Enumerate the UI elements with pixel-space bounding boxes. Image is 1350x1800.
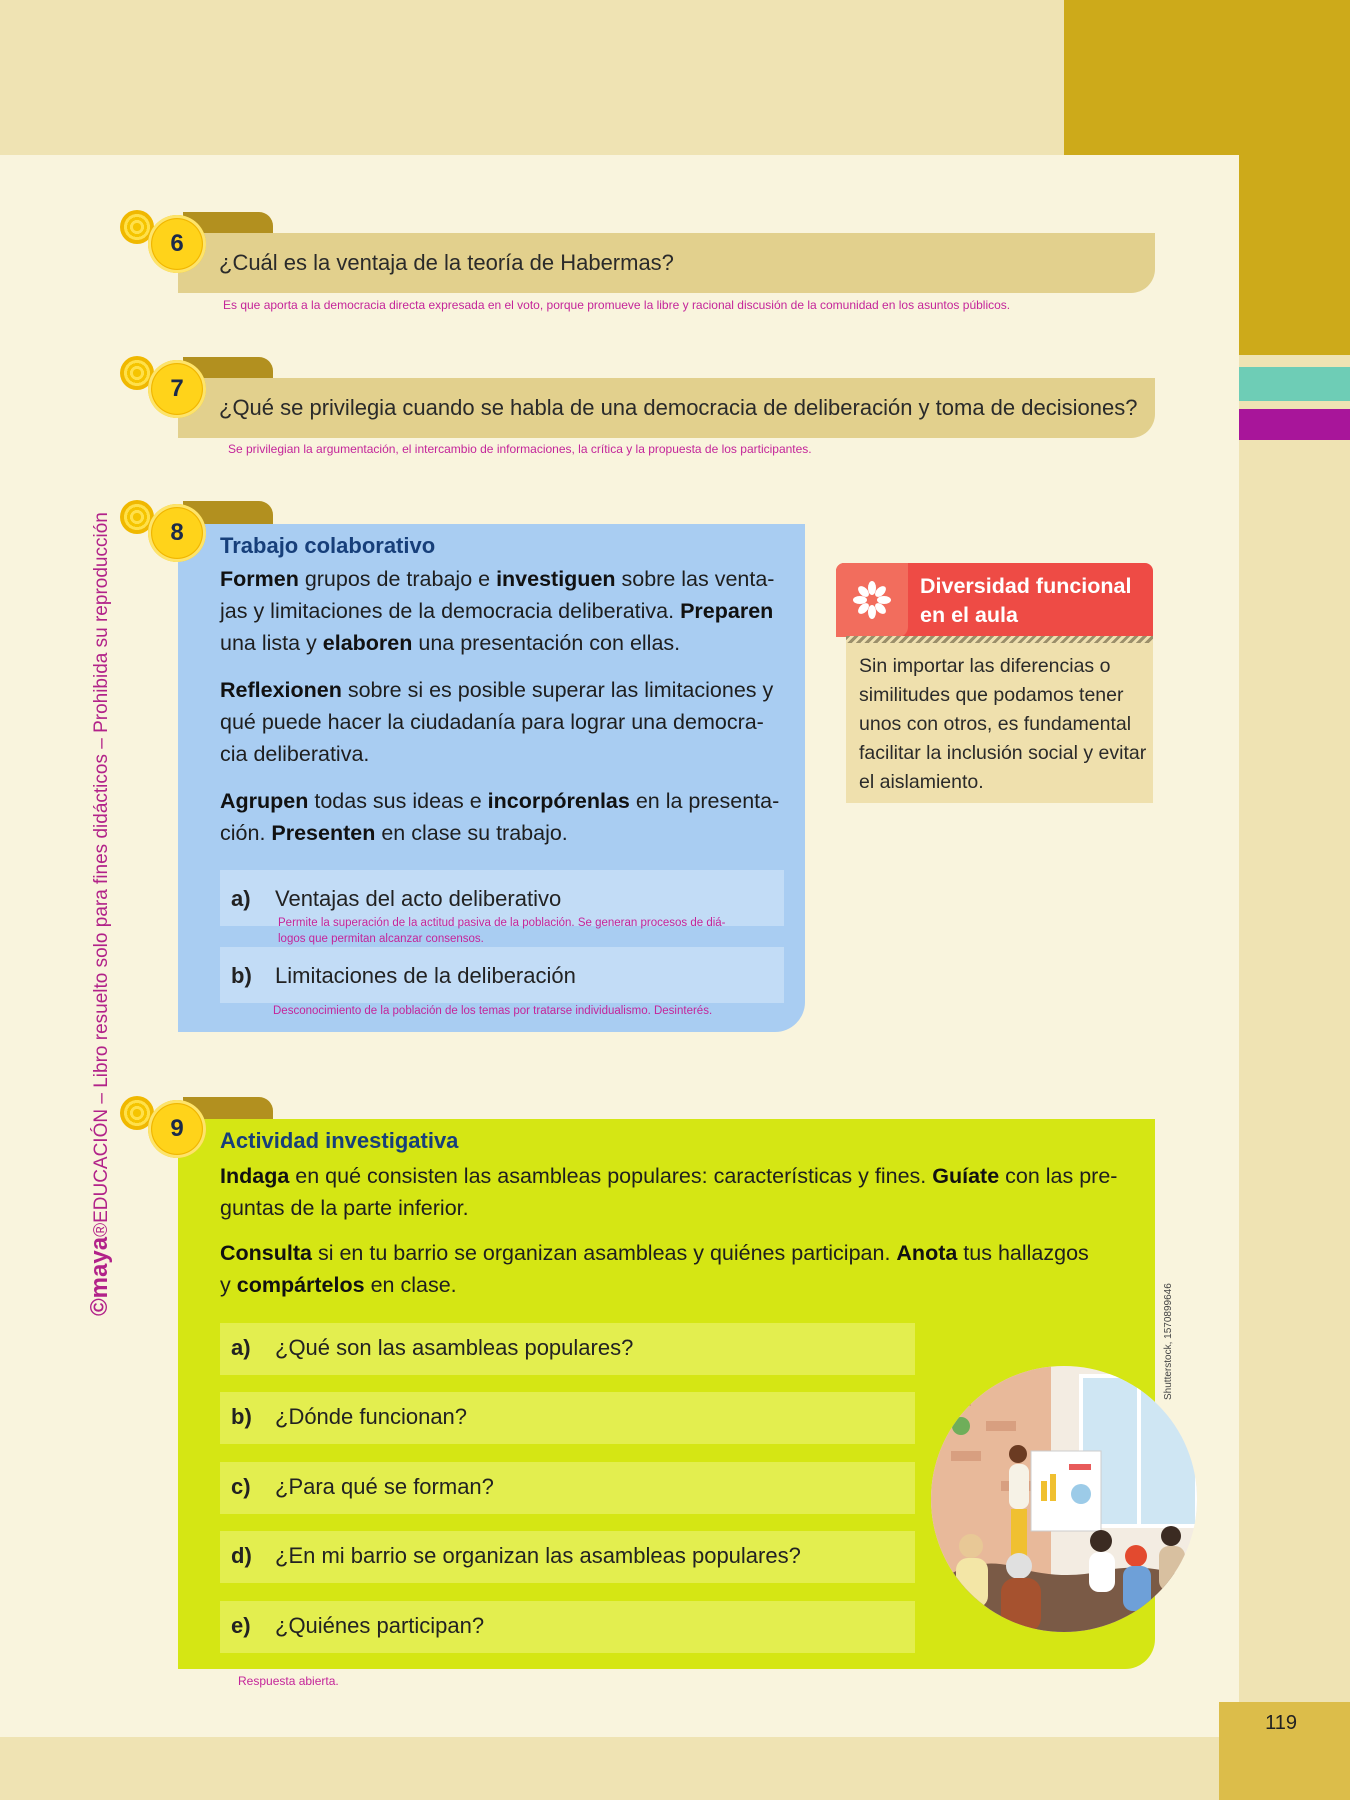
instruction-text: una lista y <box>220 631 323 655</box>
instruction-verb: Consulta <box>220 1241 312 1265</box>
instruction-text: sobre si es posible superar las limitaciones y <box>341 678 774 702</box>
side-tab-gold <box>1239 155 1350 355</box>
answer-7: Se privilegian la argumentación, el intercambio de informaciones, la crítica y la propuesta de los participantes. <box>228 442 812 456</box>
instruction-text: en qué consisten las asambleas populares: características y fines. <box>289 1164 933 1188</box>
instruction-text: una presentación con ellas. <box>412 631 681 655</box>
instruction-text: y <box>220 1273 237 1297</box>
instruction-text: qué puede hacer la ciudadanía para lograr una democra- <box>220 710 764 734</box>
number-badge-9: 9 <box>148 1100 206 1158</box>
instruction-verb: Formen <box>220 567 299 591</box>
divider <box>846 636 1153 643</box>
copyright-sidebar <box>86 512 114 1316</box>
instruction-verb: Indaga <box>220 1164 290 1188</box>
option-letter: c) <box>231 1474 251 1499</box>
copyright-text: ®EDUCACIÓN – Libro resuelto solo para fines didácticos – Prohibida su reproducción <box>91 512 112 1237</box>
instructions-paragraph <box>220 1237 1140 1301</box>
top-band <box>0 0 1064 155</box>
question-6-text: ¿Cuál es la ventaja de la teoría de Habermas? <box>219 250 674 275</box>
option-letter: a) <box>231 886 251 911</box>
option-text: ¿En mi barrio se organizan las asambleas populares? <box>275 1543 801 1568</box>
page-number: 119 <box>1265 1712 1297 1734</box>
instruction-text: grupos de trabajo e <box>298 567 497 591</box>
option-text: Ventajas del acto deliberativo <box>275 886 562 911</box>
question-7 <box>178 378 1155 438</box>
instruction-text: jas y limitaciones de la democracia deliberativa. <box>220 599 681 623</box>
question-7-text: ¿Qué se privilegia cuando se habla de una democracia de deliberación y toma de decisiones? <box>219 395 1138 420</box>
instruction-verb: Guíate <box>932 1164 1000 1188</box>
instruction-text: guntas de la parte inferior. <box>220 1196 469 1220</box>
option-letter: d) <box>231 1543 252 1568</box>
instruction-text: en clase su trabajo. <box>375 821 568 845</box>
option-text: ¿Para qué se forman? <box>275 1474 494 1499</box>
answer-line: Permite la superación de la actitud pasiva de la población. Se generan procesos de diá- <box>278 917 726 929</box>
instruction-verb: investiguen <box>496 567 616 591</box>
answer-line: logos que permitan alcanzar consensos. <box>278 933 484 945</box>
option-d <box>220 1531 915 1583</box>
bottom-band <box>0 1737 1219 1800</box>
option-e <box>220 1601 915 1653</box>
answer-9: Respuesta abierta. <box>238 1674 339 1688</box>
instruction-text: sobre las venta- <box>615 567 775 591</box>
option-letter: b) <box>231 963 252 988</box>
option-text: ¿Dónde funcionan? <box>275 1404 468 1429</box>
meeting-illustration <box>931 1366 1197 1632</box>
section-title: Trabajo colaborativo <box>220 533 436 558</box>
number-badge-8: 8 <box>148 504 206 562</box>
answer-8b: Desconocimiento de la población de los temas por tratarse individualismo. Desinterés. <box>273 1005 713 1017</box>
side-tab-magenta <box>1239 409 1350 440</box>
option-b <box>220 1392 915 1444</box>
answer-6: Es que aporta a la democracia directa expresada en el voto, porque promueve la libre y racional discusión de la comunidad en los asuntos públicos. <box>223 298 1011 312</box>
brand-logo: ©maya <box>86 1236 113 1316</box>
instructions-paragraph <box>220 1160 1140 1224</box>
instruction-text: tus hallazgos <box>957 1241 1089 1265</box>
option-text: Limitaciones de la deliberación <box>275 963 576 988</box>
number-badge-7: 7 <box>148 360 206 418</box>
instruction-verb: Preparen <box>680 599 774 623</box>
asterisk-flower-icon <box>836 563 908 637</box>
option-a <box>220 1323 915 1375</box>
option-text: ¿Quiénes participan? <box>275 1613 485 1638</box>
option-b <box>220 947 784 1003</box>
option-letter: e) <box>231 1613 251 1638</box>
instruction-verb: Anota <box>896 1241 958 1265</box>
number-badge-6: 6 <box>148 215 206 273</box>
photo-credit: Shutterstock, 1570899646 <box>1163 1283 1174 1400</box>
instructions-paragraph <box>220 785 800 849</box>
side-tab-teal <box>1239 367 1350 401</box>
answer-8a <box>278 915 798 947</box>
instruction-text: con las pre- <box>999 1164 1118 1188</box>
instruction-verb: incorpórenlas <box>487 789 630 813</box>
instruction-text: cia deliberativa. <box>220 742 370 766</box>
instruction-text: en clase. <box>364 1273 457 1297</box>
instruction-verb: elaboren <box>322 631 413 655</box>
instruction-verb: compártelos <box>236 1273 365 1297</box>
instruction-text: si en tu barrio se organizan asambleas y quiénes participan. <box>311 1241 897 1265</box>
side-margin <box>1239 440 1350 1702</box>
diversity-title: Diversidad funcional en el aula <box>920 574 1132 627</box>
section-title: Actividad investigativa <box>220 1128 459 1153</box>
instruction-text: todas sus ideas e <box>308 789 488 813</box>
diversity-text: Sin importar las diferencias o similitudes que podamos tener unos con otros, es fundamental facilitar la inclusión social y evitar el aislamiento. <box>859 655 1147 793</box>
instructions-paragraph <box>220 563 800 659</box>
option-letter: a) <box>231 1335 251 1360</box>
instruction-text: en la presenta- <box>629 789 780 813</box>
instructions-paragraph <box>220 674 800 770</box>
question-6 <box>178 233 1155 293</box>
option-c <box>220 1462 915 1514</box>
instruction-verb: Presenten <box>271 821 376 845</box>
option-letter: b) <box>231 1404 252 1429</box>
corner-band <box>1064 0 1350 155</box>
option-text: ¿Qué son las asambleas populares? <box>275 1335 634 1360</box>
instruction-verb: Agrupen <box>220 789 309 813</box>
instruction-verb: Reflexionen <box>220 678 342 702</box>
instruction-text: ción. <box>220 821 272 845</box>
